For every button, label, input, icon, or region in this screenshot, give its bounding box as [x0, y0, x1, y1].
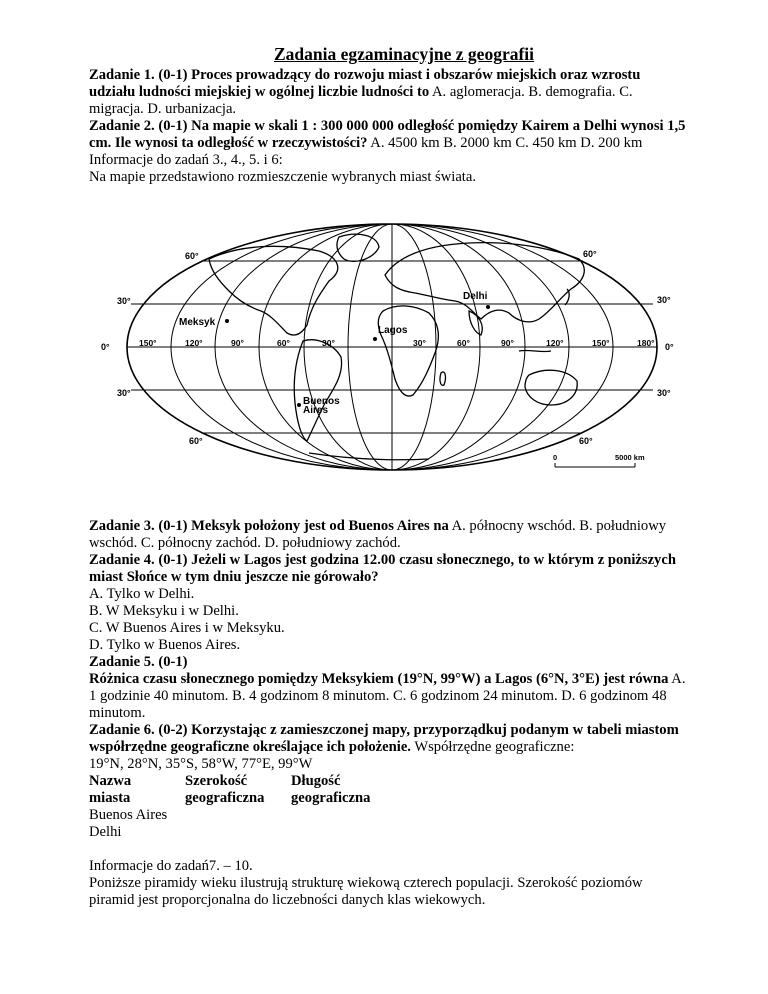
table-row-buenos-aires: Buenos Aires — [89, 807, 168, 823]
lat-label-s30-right: 30° — [657, 388, 671, 398]
task-5-head — [89, 654, 689, 671]
lat-label-eq-right: 0° — [665, 342, 674, 352]
city-label-meksyk: Meksyk — [179, 317, 216, 328]
document-lower — [89, 518, 689, 909]
lat-label-s60-left: 60° — [189, 436, 203, 446]
lat-label-n60-left: 60° — [185, 251, 199, 261]
task-5 — [89, 671, 689, 722]
table-cell-empty[interactable] — [185, 807, 291, 824]
lon-label-90w: 90° — [231, 338, 244, 348]
lon-label-60w: 60° — [277, 338, 290, 348]
task-1 — [89, 67, 689, 118]
table-cell-empty[interactable] — [291, 824, 370, 841]
city-label-buenos: Buenos — [303, 396, 340, 407]
task-1-answers: A. aglomeracja. B. demografia. C. migracja. D. urbanizacja. — [89, 84, 633, 117]
task-2-question: Zadanie 2. (0-1) Na mapie w skali 1 : 300 000 000 odległość pomiędzy Kairem a Delhi wynosi 1,5 cm. Ile wynosi ta odległość w rzeczywistości? — [89, 118, 686, 151]
lat-label-n60-right: 60° — [583, 249, 597, 259]
lon-label-150e: 150° — [592, 338, 610, 348]
table-header-lat-1: Szerokość — [185, 773, 248, 789]
task-5-question: Różnica czasu słonecznego pomiędzy Meksykiem (19°N, 99°W) a Lagos (6°N, 3°E) jest równa — [89, 671, 669, 687]
task-2-answers: A. 4500 km B. 2000 km C. 450 km D. 200 km — [367, 135, 643, 151]
task-6-coords-label: Współrzędne geograficzne: — [410, 739, 575, 755]
table-header-name-2: miasta — [89, 790, 131, 806]
table-header-lat-2: geograficzna — [185, 790, 265, 806]
table-cell-empty[interactable] — [291, 807, 370, 824]
task-3-question: Zadanie 3. (0-1) Meksyk położony jest od Buenos Aires na — [89, 518, 449, 534]
lat-label-n30-right: 30° — [657, 295, 671, 305]
task-5-heading: Zadanie 5. (0-1) — [89, 654, 188, 670]
info-pyramids-description: Poniższe piramidy wieku ilustrują strukturę wiekową czterech populacji. Szerokość poziomów piramid jest proporcjonalna do liczebności danych klas wiekowych. — [89, 875, 643, 908]
city-labels — [179, 291, 488, 416]
lon-label-150w: 150° — [139, 338, 157, 348]
city-label-aires: Aires — [303, 405, 329, 416]
city-dot-buenos-aires — [297, 403, 301, 407]
table-header-lon-1: Długość — [291, 773, 341, 789]
info-tasks-7-10: Informacje do zadań7. – 10. — [89, 858, 253, 874]
lon-label-30w: 30° — [322, 338, 335, 348]
page-title: Zadania egzaminacyjne z geografii — [273, 44, 535, 64]
task-3 — [89, 518, 689, 552]
table-header-name-1: Nazwa — [89, 773, 132, 789]
city-label-lagos: Lagos — [378, 325, 408, 336]
task-6-table — [89, 773, 370, 841]
lat-label-eq-left: 0° — [101, 342, 110, 352]
task-6-coords: 19°N, 28°N, 35°S, 58°W, 77°E, 99°W — [89, 756, 313, 772]
task-4-question: Zadanie 4. (0-1) Jeżeli w Lagos jest godzina 12.00 czasu słonecznego, to w którym z poniższych miast Słońce w tym dniu jeszcze nie górowało? — [89, 552, 676, 585]
lon-label-60e: 60° — [457, 338, 470, 348]
task-6 — [89, 722, 689, 756]
task-4-answer-b: B. W Meksyku i w Delhi. — [89, 603, 239, 619]
task-4-answer-a: A. Tylko w Delhi. — [89, 586, 195, 602]
lon-label-30e: 30° — [413, 338, 426, 348]
city-markers — [225, 305, 490, 407]
world-map — [89, 215, 689, 515]
city-label-delhi: Delhi — [463, 291, 488, 302]
task-5-answers: A. 1 godzinie 40 minutom. B. 4 godzinom 8 minutom. C. 6 godzinom 24 minutom. D. 6 godzinom 48 minutom. — [89, 671, 686, 721]
task-1-question: Zadanie 1. (0-1) Proces prowadzący do rozwoju miast i obszarów miejskich oraz wzrostu udziału ludności miejskiej w ogólnej liczbie ludności to — [89, 67, 641, 100]
task-4-answer-d: D. Tylko w Buenos Aires. — [89, 637, 241, 653]
scale-bar — [553, 453, 645, 467]
info-map-description: Na mapie przedstawiono rozmieszczenie wybranych miast świata. — [89, 169, 476, 185]
task-2 — [89, 118, 689, 152]
lon-label-90e: 90° — [501, 338, 514, 348]
table-header-lon-2: geograficzna — [291, 790, 371, 806]
lat-label-n30-left: 30° — [117, 296, 131, 306]
task-4 — [89, 552, 689, 586]
lat-label-s30-left: 30° — [117, 388, 131, 398]
lon-label-180: 180° — [637, 338, 655, 348]
scale-zero: 0 — [553, 453, 558, 462]
city-dot-delhi — [486, 305, 490, 309]
scale-km: 5000 km — [615, 453, 645, 462]
task-6-question: Zadanie 6. (0-2) Korzystając z zamieszczonej mapy, przyporządkuj podanym w tabeli miastom współrzędne geograficzne określające ich położenie. — [89, 722, 679, 755]
task-4-answer-c: C. W Buenos Aires i w Meksyku. — [89, 620, 285, 636]
city-dot-meksyk — [225, 319, 229, 323]
table-cell-empty[interactable] — [185, 824, 291, 841]
lat-label-s60-right: 60° — [579, 436, 593, 446]
lon-label-120w: 120° — [185, 338, 203, 348]
task-3-answers: A. północny wschód. B. południowy wschód. C. północny zachód. D. południowy zachód. — [89, 518, 667, 551]
table-row-delhi: Delhi — [89, 824, 122, 840]
info-tasks-3-6: Informacje do zadań 3., 4., 5. i 6: — [89, 152, 283, 168]
city-dot-lagos — [373, 337, 377, 341]
lon-label-120e: 120° — [546, 338, 564, 348]
document-page — [89, 44, 689, 186]
